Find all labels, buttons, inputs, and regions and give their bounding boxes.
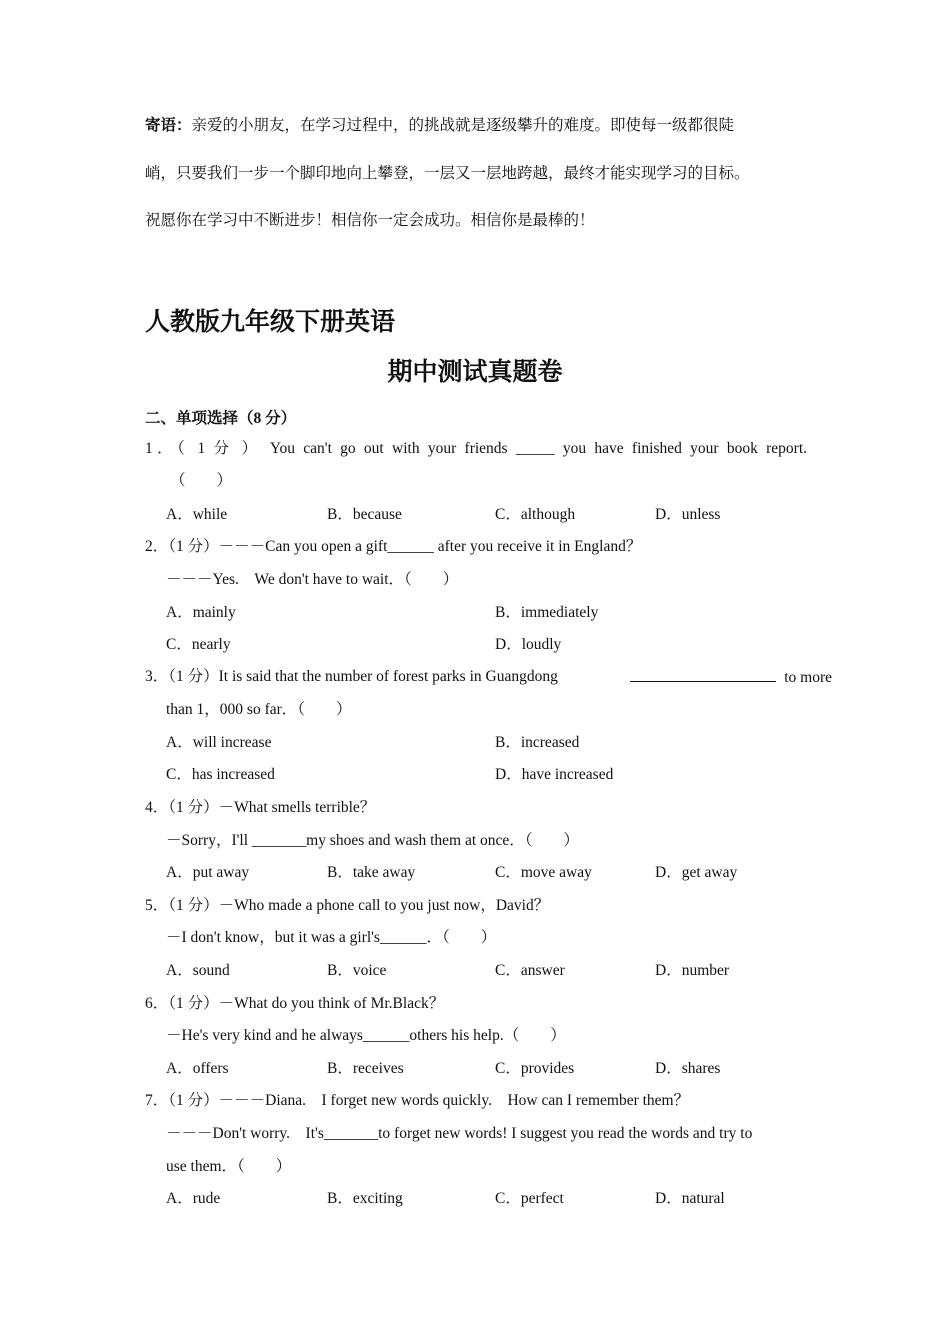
intro-line-1: 寄语：亲爱的小朋友，在学习过程中，的挑战就是逐级攀升的难度。即使每一级都很陡 (145, 117, 735, 134)
question-4-option-a: A．put away (166, 864, 250, 881)
question-2-stem-line2: －－－Yes. We don't have to wait．（ ） (166, 571, 459, 588)
question-5-option-a: A．sound (166, 962, 230, 979)
question-7-option-c: C．perfect (495, 1190, 564, 1207)
question-7-option-b: B．exciting (327, 1190, 403, 1207)
question-5-stem: 5．（1 分）－Who made a phone call to you just now，David？ (145, 897, 550, 914)
intro-label: 寄语： (145, 117, 192, 134)
question-3-stem: 3．（1 分）It is said that the number of forest parks in Guangdong to more (145, 668, 832, 686)
question-1-option-d: D．unless (655, 506, 721, 523)
question-1-stem-line2: （ ） (170, 472, 233, 489)
question-6-option-d: D．shares (655, 1060, 721, 1077)
question-7-stem: 7．（1 分）－－－Diana. I forget new words quickly. How can I remember them？ (145, 1092, 690, 1109)
question-7-stem-line3: use them．（ ） (166, 1158, 292, 1175)
question-2-option-b: B．immediately (495, 604, 599, 621)
question-4-stem-line2: －Sorry，I'll _______my shoes and wash them at once．（ ） (166, 832, 580, 849)
intro-line-3: 祝愿你在学习中不断进步！相信你一定会成功。相信你是最棒的！ (145, 212, 595, 229)
question-4-option-c: C．move away (495, 864, 592, 881)
question-5-option-c: C．answer (495, 962, 565, 979)
question-6-option-b: B．receives (327, 1060, 404, 1077)
question-3-option-d: D．have increased (495, 766, 614, 783)
question-4-option-b: B．take away (327, 864, 416, 881)
question-5-option-d: D．number (655, 962, 730, 979)
intro-line-2: 峭，只要我们一步一个脚印地向上攀登，一层又一层地跨越，最终才能实现学习的目标。 (145, 165, 750, 182)
question-7-option-d: D．natural (655, 1190, 725, 1207)
question-2-option-c: C．nearly (166, 636, 231, 653)
question-2-option-d: D．loudly (495, 636, 562, 653)
question-1-option-c: C．although (495, 506, 576, 523)
question-5-option-b: B．voice (327, 962, 387, 979)
question-7-stem-line2: －－－Don't worry. It's_______to forget new words! I suggest you read the words and try to (166, 1125, 753, 1142)
answer-blank (630, 667, 776, 682)
question-6-option-c: C．provides (495, 1060, 575, 1077)
question-6-stem-line2: －He's very kind and he always______others his help.（ ） (166, 1027, 566, 1044)
question-3-option-a: A．will increase (166, 734, 272, 751)
question-3-option-c: C．has increased (166, 766, 275, 783)
document-title: 人教版九年级下册英语 (145, 309, 396, 336)
document-subtitle: 期中测试真题卷 (387, 359, 563, 386)
question-2-stem: 2．（1 分）－－－Can you open a gift______ after you receive it in England？ (145, 538, 642, 555)
question-3-stem-line2: than 1，000 so far．（ ） (166, 701, 352, 718)
question-6-option-a: A．offers (166, 1060, 229, 1077)
question-1-option-a: A．while (166, 506, 228, 523)
question-5-stem-line2: －I don't know，but it was a girl's______．（ ） (166, 929, 497, 946)
question-1-option-b: B．because (327, 506, 402, 523)
question-4-stem: 4．（1 分）－What smells terrible？ (145, 799, 376, 816)
section-heading: 二、单项选择（8 分） (145, 410, 297, 427)
question-1-stem: 1．（ 1 分 ） You can't go out with your friends _____ you have finished your book report. (145, 440, 807, 457)
question-3-option-b: B．increased (495, 734, 580, 751)
question-4-option-d: D．get away (655, 864, 738, 881)
question-2-option-a: A．mainly (166, 604, 236, 621)
question-6-stem: 6．（1 分）－What do you think of Mr.Black？ (145, 995, 445, 1012)
question-7-option-a: A．rude (166, 1190, 221, 1207)
